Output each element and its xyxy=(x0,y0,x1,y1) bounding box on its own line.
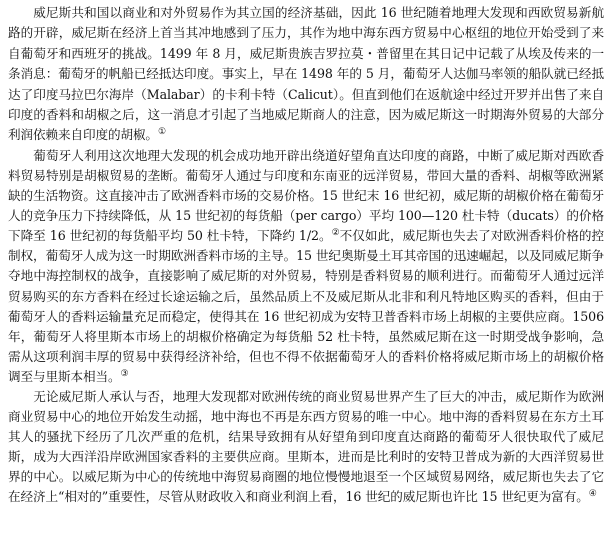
footnote-marker-4[interactable]: ④ xyxy=(588,489,597,500)
footnote-marker-1[interactable]: ① xyxy=(157,127,166,138)
paragraph-2-text-continued: 不仅如此，威尼斯也失去了对欧洲香料价格的控制权，葡萄牙人成为这一时期欧洲香料市场的主导。15 世纪奥斯曼土耳其帝国的迅速崛起，以及同威尼斯争夺地中海控制权的战争，直接影响了威尼斯的对外贸易，特别是香料贸易的顺利进行。而葡萄牙人通过远洋贸易购买的东方香料在经过长途运输之后，虽然品质上不及威尼斯从北非和利凡特地区购买的香料，但由于葡萄牙人的香料运输量充足而稳定，使得其在 16 世纪初成为安特卫普香料市场上胡椒的主要供应商。1506 年，葡萄牙人将里斯本市场上的胡椒价格确定为每货船 52 杜卡特，虽然威尼斯在这一时期受战争影响，急需从这项利润丰厚的贸易中获得经济补给，但也不得不依据葡萄牙人的香料价格将威尼斯市场上的胡椒价格调至与里斯本相当。 xyxy=(8,228,605,384)
paragraph-1 xyxy=(8,3,604,146)
footnote-marker-2[interactable]: ② xyxy=(331,228,340,239)
document-page xyxy=(8,3,604,508)
footnote-marker-3[interactable]: ③ xyxy=(120,368,129,379)
paragraph-3 xyxy=(8,387,604,508)
paragraph-2-text: 葡萄牙人利用这次地理大发现的机会成功地开辟出绕道好望角直达印度的商路，中断了威尼斯对西欧香料贸易特别是胡椒贸易的垄断。葡萄牙人通过与印度和东南亚的远洋贸易，带回大量的香料、胡椒等欧洲紧缺的生活物资。这直接冲击了欧洲香料市场的交易价格。15 世纪末 16 世纪初，威尼斯的胡椒价格在葡萄牙人的竞争压力下持续降低，从 15 世纪初的每货船（per cargo）平均 100—120 杜卡特（ducats）的价格下降至 16 世纪初的每货船平均 50 杜卡特，下降约 1/2。 xyxy=(8,147,604,244)
paragraph-2 xyxy=(8,146,604,387)
paragraph-1-text: 威尼斯共和国以商业和对外贸易作为其立国的经济基础，因此 16 世纪随着地理大发现和西欧贸易新航路的开辟，威尼斯在经济上首当其冲地感到了压力，其作为地中海东西方贸易中心枢纽的地位开始受到了来自葡萄牙和西班牙的挑战。1499 年 8 月，威尼斯贵族吉罗拉莫・普留里在其日记中记载了从埃及传来的一条消息：葡萄牙的帆船已经抵达印度。事实上，早在 1498 年的 5 月，葡萄牙人达伽马率领的船队就已经抵达了印度马拉巴尔海岸（Malabar）的卡利卡特（Calicut）。但直到他们在返航途中经过开罗并出售了来自印度的香料和胡椒之后，这一消息才引起了当地威尼斯商人的注意，因为威尼斯这一时期海外贸易的大部分利润依赖来自印度的胡椒。 xyxy=(8,5,604,143)
paragraph-3-text: 无论威尼斯人承认与否，地理大发现都对欧洲传统的商业贸易世界产生了巨大的冲击，威尼斯作为欧洲商业贸易中心的地位开始发生动摇，地中海也不再是东西方贸易的唯一中心。地中海的香料贸易在东方土耳其人的骚扰下经历了几次严重的危机，结果导致拥有从好望角到印度直达商路的葡萄牙人很快取代了威尼斯，成为大西洋沿岸欧洲国家香料的主要供应商。里斯本，进而是比利时的安特卫普成为新的大西洋贸易世界的中心。以威尼斯为中心的传统地中海贸易商圈的地位慢慢地退至一个区域贸易网络，威尼斯也失去了它在经济上“相对的”重要性，尽管从财政收入和商业利润上看，16 世纪的威尼斯也许比 15 世纪更为富有。 xyxy=(8,388,604,505)
